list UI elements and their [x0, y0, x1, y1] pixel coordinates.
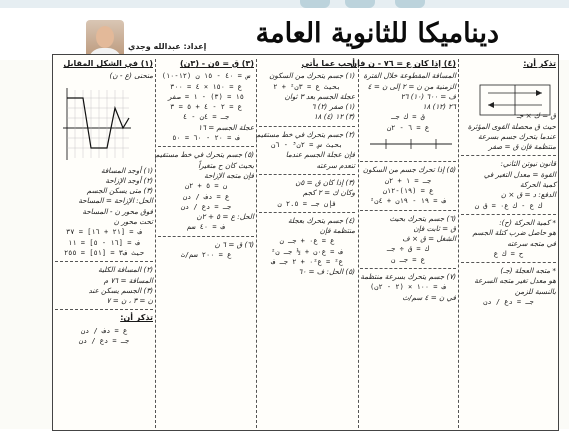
note-line: (٥) جسم يتحرك في خط مستقيم: [155, 150, 254, 160]
equation: ع² = ع٠² + ٢ جـ ف: [271, 258, 343, 267]
note-line: تنعدم سرعته: [316, 160, 355, 170]
note-line: عجلة الجسم بعد ٣ ثوان: [284, 91, 355, 101]
equation: ف = ع٠ن + ½ جـ ن²: [271, 247, 343, 256]
note-line: (٣) متى يسكن الجسم: [86, 186, 153, 196]
equation: ١٥ = (٣) - ١ = صفر: [168, 92, 244, 101]
equation: س = ٤٠ - ١٥ ن (١٢-١٠): [161, 72, 251, 81]
note-line: فوق محور ن - المساحة: [82, 206, 153, 216]
note-line: بالنسبة للزمن: [514, 286, 556, 296]
note-line: المسافة المقطوعة خلال الفترة: [363, 71, 456, 81]
note-line: (٣) إذا كان ق = ٥ن: [295, 177, 355, 187]
note-line: كمية الحركة: [520, 180, 556, 190]
logo-mark: [300, 0, 330, 8]
note-line: وكان ك = ٢ كجم: [302, 188, 355, 198]
note-line: * كمية الحركة (ح):: [499, 217, 556, 227]
equation: ف = ٤٠ سم: [187, 223, 225, 232]
note-line: قانون نيوتن الثاني:: [500, 159, 556, 169]
equation: ف = ٢٠ - ٦٠ = ٥٠: [172, 134, 240, 143]
note-line: حيث ق محصلة القوى المؤثرة: [467, 121, 556, 131]
notes-column-4: [155, 59, 254, 430]
equation: ع = جـ ن: [391, 255, 425, 264]
equation: جـ = دع / دن: [78, 337, 130, 346]
equation: ع = دف / دن: [182, 192, 230, 201]
notes-column-1: [461, 59, 556, 430]
note-line: ف = ٦٠٠ (١٠) ٢٦: [400, 91, 456, 101]
number-line-diagram: [366, 133, 456, 155]
equation: حيث ف٣ = [٥١] = ٢٥٥: [63, 248, 145, 257]
note-line: ق = ك × جـ: [516, 111, 556, 121]
note-line: عجلة الجسم = ١٦: [198, 122, 254, 132]
equation: ك ع - ك ع٠ = ق ن: [474, 201, 543, 210]
note-line: القوة = معدل التغير في: [483, 169, 556, 179]
note-line: الزمنية من ن = ٢ إلى ن = ٤: [367, 81, 456, 91]
note-line: منتظمة فإن: [319, 226, 355, 236]
note-line: (٢) جسم يتحرك في خط مستقيم: [256, 129, 355, 139]
note-line: بحيث كان ح متغيراً: [198, 160, 254, 170]
note-line: هو معدل تغير متجه السرعة: [474, 276, 556, 286]
note-line: (٣) ١٢ (٤) ١٨: [313, 112, 355, 122]
note-line: الحل: ع = ٥ + ٢ن: [196, 212, 254, 222]
force-diagram: [478, 81, 552, 119]
note-line: ن = ٣ ، ن = ٧: [106, 296, 153, 306]
notes-column-5: [55, 59, 153, 430]
equation: ع = ١٥٠ × ٤ = ٣٠٠: [170, 82, 242, 91]
note-line: (٥) إذا تحرك جسم من السكون: [362, 165, 456, 175]
top-strip: [0, 0, 569, 8]
notes-column-3: [256, 59, 355, 430]
note-line: (٥) الحل: ف = ٦٠: [298, 267, 355, 277]
page-title: ديناميكا للثانوية العامة: [255, 18, 499, 49]
column-heading: (٣) ق = ٥ن - (٣ن): [179, 59, 254, 68]
note-line: تذكر أن:: [120, 313, 153, 323]
note-line: منحنى (ع - ن): [109, 71, 153, 81]
logo-mark: [345, 0, 375, 8]
note-line: (٤) جسم يتحرك بعجلة: [287, 215, 355, 225]
note-line: عندما يتحرك جسم بسرعة: [478, 131, 556, 141]
notes-board: [52, 54, 559, 431]
equation: ف = ١٩ - ١٩ن + ٤ن²: [370, 197, 446, 206]
equation: ن = ٥ + ٢ن: [184, 182, 228, 191]
equation: ع = دف / دن: [80, 326, 128, 335]
note-line: الدفع: د = ق × ن: [500, 190, 556, 200]
column-heading: أجب عما يأتي: [301, 59, 355, 68]
equation: ع = (١٩)-١٢ن: [382, 186, 434, 195]
equation: فإن جـ = ٢.٥ ن: [277, 199, 337, 208]
column-heading: (٤) إذا كان ع = ٧٦ - ن فإن: [350, 59, 456, 68]
note-line: هو حاصل ضرب كتلة الجسم: [472, 228, 556, 238]
logo-mark: [395, 0, 425, 8]
note-line: (٦) جسم يتحرك بحيث: [389, 213, 456, 223]
equation: ف = ١٠٠ × (٢ - ٢ن): [370, 283, 446, 292]
equation: بحيث س = ٢ن³ - ٦ن: [271, 141, 343, 150]
note-line: الشغل = ق × ف: [402, 234, 456, 244]
equation: ك = ق ÷ جـ: [386, 245, 430, 254]
note-line: (٢) أوجد الإزاحة: [105, 175, 153, 185]
note-line: في ن = ٤ سم/ث: [402, 292, 456, 302]
note-line: (٣) الجسم يسكن عند: [88, 285, 153, 295]
equation: جـ = ٤ن - ٤: [182, 113, 230, 122]
equation: ف = [١٦ - ٥] = ١١: [68, 238, 140, 247]
note-line: منتظمة فإن ق = صفر: [488, 142, 556, 152]
note-line: (٦) ق = ٦ ن: [214, 239, 254, 249]
note-line: المسافة = ٧٦ م: [103, 275, 153, 285]
equation: ح = ك ع: [493, 249, 524, 258]
equation: ع = ٦ - ٢ن: [386, 123, 430, 132]
note-line: (٢) المسافة الكلية: [98, 265, 153, 275]
note-line: تحت محور ن: [113, 217, 153, 227]
equation: بحيث ع = ٣ن² + ٢: [273, 82, 341, 91]
note-line: (١) أوجد المسافة: [101, 165, 153, 175]
equation: ف = [٢١ + ١٦] = ٣٧: [66, 228, 142, 237]
velocity-time-graph: [61, 84, 133, 164]
column-divider: [155, 59, 156, 428]
note-line: ٢٦ (١٢) ١٨: [422, 102, 456, 112]
equation: ع = ع٠ + جـ ن: [279, 237, 335, 246]
note-line: (١) جسم يتحرك من السكون: [269, 71, 355, 81]
column-divider: [358, 59, 359, 428]
equation: جـ = دع / دن: [180, 202, 232, 211]
notes-column-2: [350, 59, 456, 430]
author-name: إعداد: عبدالله وجدي: [128, 42, 207, 51]
note-line: (٧) جسم يتحرك بسرعة منتظمة: [360, 272, 456, 282]
note-line: في متجه سرعته: [507, 238, 556, 248]
note-line: فإن عجلة الجسم عندما: [285, 150, 355, 160]
equation: جـ = ١ + ٢ن: [384, 176, 432, 185]
graph-area: [55, 82, 153, 166]
column-divider: [256, 59, 257, 428]
equation: جـ = دع / دن: [483, 298, 534, 307]
note-line: فإن متجه الإزاحة: [204, 170, 254, 180]
note-line: ق = ثابت فإن: [413, 223, 456, 233]
equation: ق = ك جـ: [391, 113, 425, 122]
header: [0, 8, 569, 60]
note-line: * متجه العجلة (جـ): [500, 266, 556, 276]
note-line: (١) صفر (٢) ٦: [311, 102, 355, 112]
column-divider: [458, 59, 459, 428]
equation: ع = ٢ - ٤ + ٥ = ٣: [170, 103, 242, 112]
column-heading: (١) في الشكل المقابل: [63, 59, 153, 68]
column-heading: تذكر أن:: [523, 59, 556, 68]
note-line: الحل: الإزاحة = المساحة: [78, 196, 153, 206]
equation: ع = ٢٠٠ سم/ث: [180, 251, 232, 260]
